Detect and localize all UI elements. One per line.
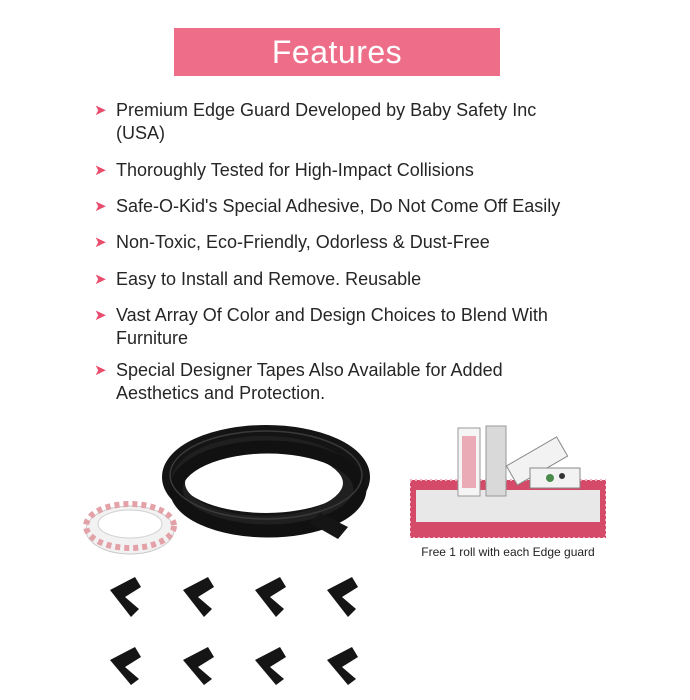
- feature-text: Special Designer Tapes Also Available for Added Aesthetics and Protection.: [116, 360, 503, 403]
- corner-guards-image: [105, 575, 365, 685]
- corner-guard: [183, 577, 214, 617]
- feature-text: Easy to Install and Remove. Reusable: [116, 269, 422, 289]
- list-item: [94, 359, 614, 405]
- pink-arrowhead-icon: ➤: [94, 162, 107, 179]
- list-item: [94, 268, 614, 291]
- pink-arrowhead-icon: ➤: [94, 102, 107, 119]
- tape-caption: Free 1 roll with each Edge guard: [421, 545, 595, 559]
- pink-arrowhead-icon: ➤: [94, 307, 107, 324]
- list-item: [94, 195, 614, 218]
- corner-guard: [255, 647, 286, 685]
- feature-text: Non-Toxic, Eco-Friendly, Odorless & Dust-Free: [116, 232, 490, 252]
- corner-guard: [327, 577, 358, 617]
- feature-text: Premium Edge Guard Developed by Baby Safety Inc (USA): [116, 100, 537, 143]
- pink-arrowhead-icon: ➤: [94, 271, 107, 288]
- corner-guard: [183, 647, 214, 685]
- adhesive-tape-roll-image: [82, 490, 182, 562]
- pink-arrowhead-icon: ➤: [94, 362, 107, 379]
- feature-text: Safe-O-Kid's Special Adhesive, Do Not Come Off Easily: [116, 196, 561, 216]
- corner-guard: [110, 647, 141, 685]
- pink-arrowhead-icon: ➤: [94, 198, 107, 215]
- list-item: [94, 99, 614, 145]
- corner-guard: [327, 647, 358, 685]
- list-item: [94, 304, 614, 350]
- edge-guard-roll-image: [160, 415, 375, 550]
- pink-arrowhead-icon: ➤: [94, 234, 107, 251]
- banner-title: Features: [271, 33, 403, 70]
- designer-tapes-image: [410, 422, 606, 538]
- list-item: [94, 159, 614, 182]
- corner-guard: [255, 577, 286, 617]
- features-banner: [174, 28, 500, 76]
- corner-guard: [110, 577, 141, 617]
- list-item: [94, 231, 614, 254]
- feature-text: Vast Array Of Color and Design Choices to Blend With Furniture: [116, 305, 548, 348]
- feature-text: Thoroughly Tested for High-Impact Collisions: [116, 160, 474, 180]
